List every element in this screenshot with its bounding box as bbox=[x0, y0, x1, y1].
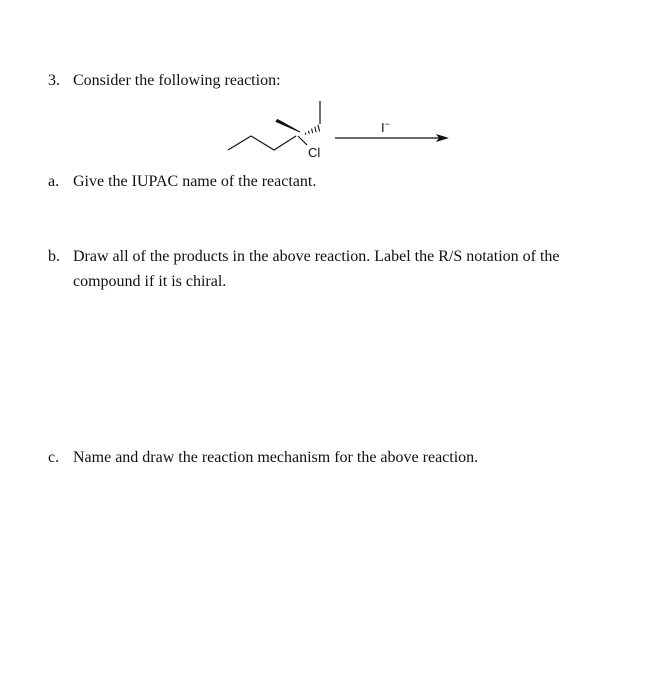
hashed-bond bbox=[305, 125, 319, 135]
wedge-bond bbox=[276, 120, 300, 133]
part-b-text-line1: Draw all of the products in the above reaction. Label the R/S notation of the bbox=[73, 248, 560, 265]
carbon-chain-bond bbox=[228, 136, 296, 150]
question-number: 3. bbox=[48, 72, 60, 89]
part-b-text-line2: compound if it is chiral. bbox=[73, 273, 227, 290]
part-a-letter: a. bbox=[48, 173, 60, 190]
part-c-letter: c. bbox=[48, 449, 60, 466]
chlorine-label: Cl bbox=[308, 145, 321, 160]
reagent-charge: − bbox=[384, 119, 390, 129]
reagent-symbol: I bbox=[381, 120, 385, 135]
reagent-label bbox=[381, 119, 390, 135]
part-a-text: Give the IUPAC name of the reactant. bbox=[73, 173, 317, 190]
question-prompt: Consider the following reaction: bbox=[73, 72, 281, 89]
part-c-text: Name and draw the reaction mechanism for the above reaction. bbox=[73, 449, 479, 466]
chlorine-bond bbox=[298, 136, 307, 145]
part-b-letter: b. bbox=[48, 248, 60, 265]
